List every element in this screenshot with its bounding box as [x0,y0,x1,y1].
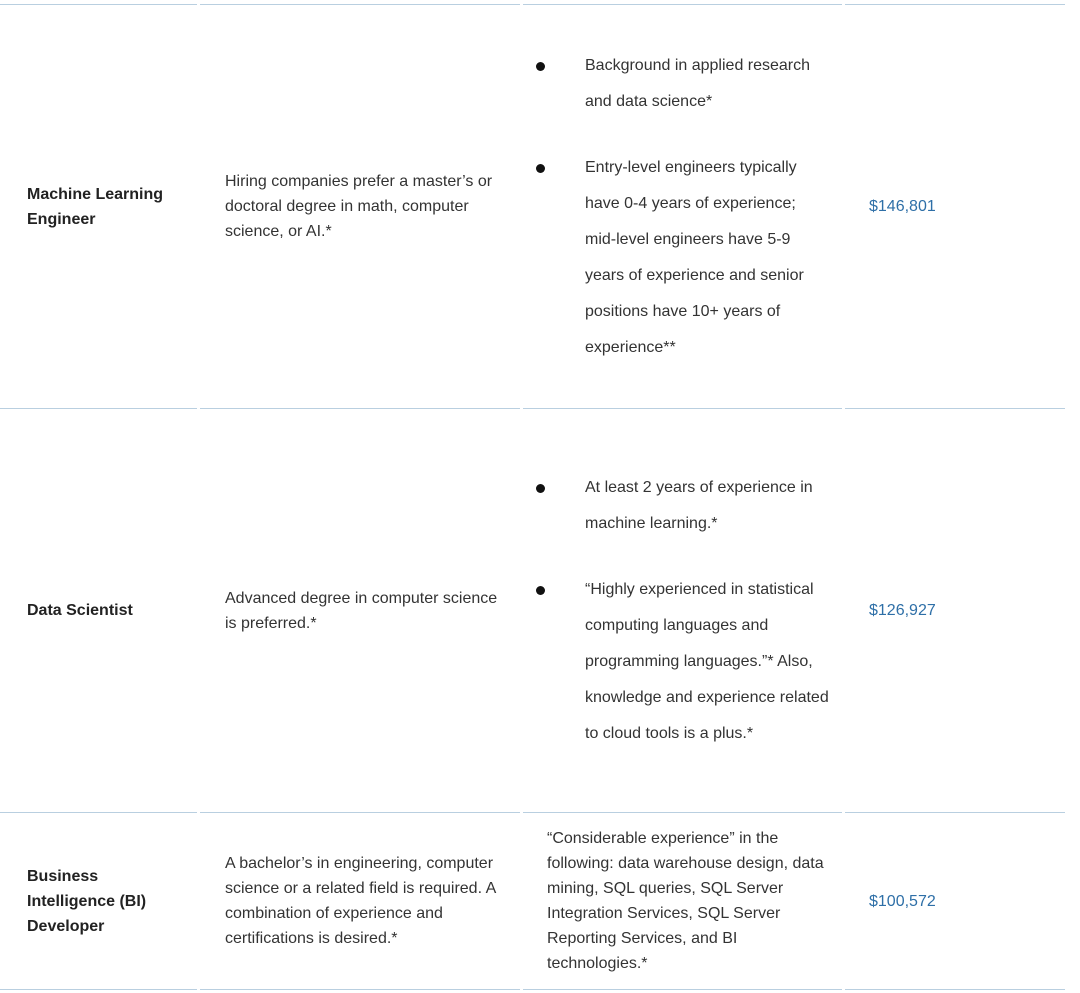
bullet-icon [536,164,545,173]
role-title: Business Intelligence (BI) Developer [27,867,147,935]
salary-value: $100,572 [869,892,936,910]
education-cell [225,5,505,408]
role-cell [27,813,187,989]
role-cell [27,409,187,812]
experience-list [530,48,830,366]
experience-cell [530,409,830,812]
experience-text: “Considerable experience” in the following: data warehouse design, data mining, SQL queries, SQL Server Integration Services, SQL Server Reporting Services, and BI technologies.* [547,830,824,972]
table-row [0,409,1080,812]
education-cell [225,409,505,812]
salary-cell [869,5,1049,408]
salary-value: $146,801 [869,198,936,215]
list-item: Entry-level engineers typically have 0-4 years of experience; mid-level engineers have 5-9 years of experience and senior positions have 10+ years of experience** [530,150,830,366]
list-item: “Highly experienced in statistical computing languages and programming languages.”* Also, knowledge and experience related to cloud tools is a plus.* [530,572,830,752]
education-text: Advanced degree in computer science is preferred.* [225,589,498,632]
education-text: Hiring companies prefer a master’s or doctoral degree in math, computer science, or AI.* [225,173,493,240]
experience-cell [530,813,830,989]
salary-cell [869,409,1049,812]
role-cell [27,5,187,408]
bullet-icon [536,586,545,595]
role-title: Data Scientist [27,602,133,619]
table-row [0,5,1080,408]
salary-value: $126,927 [869,602,936,619]
education-text: A bachelor’s in engineering, computer science or a related field is required. A combination of experience and certifications is desired.* [225,855,496,947]
table-row [0,813,1080,989]
list-item: At least 2 years of experience in machine learning.* [530,470,830,542]
bullet-icon [536,62,545,71]
list-item: Background in applied research and data science* [530,48,830,120]
bullet-icon [536,484,545,493]
education-cell [225,813,505,989]
experience-cell [530,5,830,408]
salary-cell [869,813,1049,989]
role-title: Machine Learning Engineer [27,185,164,228]
experience-list [530,470,830,752]
